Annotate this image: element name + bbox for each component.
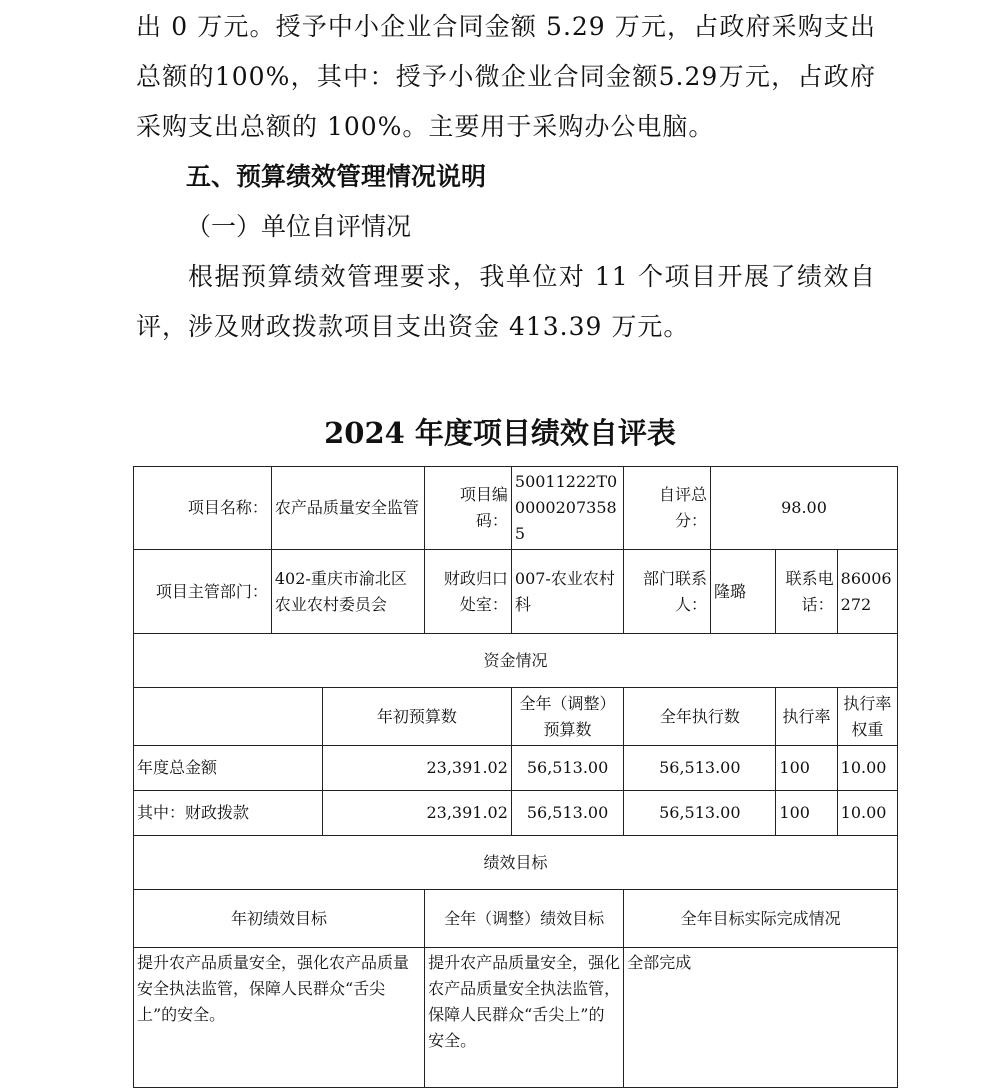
- cell-rate-fiscal: 100: [776, 791, 837, 836]
- cell-adjusted-total: 56,513.00: [511, 746, 623, 791]
- self-score-label: 自评总分：: [624, 467, 711, 550]
- initial-goal-text: 提升农产品质量安全，强化农产品质量安全执法监管，保障人民群众“舌尖上”的安全。: [134, 948, 425, 1088]
- adjusted-goal-text: 提升农产品质量安全，强化农产品质量安全执法监管，保障人民群众“舌尖上”的安全。: [425, 948, 624, 1088]
- dept-label: 项目主管部门：: [134, 550, 272, 634]
- cell-executed-total: 56,513.00: [624, 746, 776, 791]
- cell-weight-fiscal: 10.00: [837, 791, 897, 836]
- project-code-value: 50011222T000002073585: [511, 467, 623, 550]
- paragraph-procurement: 出 0 万元。授予中小企业合同金额 5.29 万元，占政府采购支出总额的100%，其中：授予小微企业合同金额5.29万元，占政府采购支出总额的 100%。主要用于采购办公电脑。: [136, 12, 876, 141]
- row-label-fiscal: 其中：财政拨款: [134, 791, 323, 836]
- section-heading-budget-performance: 五、预算绩效管理情况说明: [186, 162, 487, 191]
- contact-value: 隆璐: [711, 550, 776, 634]
- phone-value: 86006272: [837, 550, 897, 634]
- dept-value: 402-重庆市渝北区农业农村委员会: [271, 550, 424, 634]
- table-row: [134, 746, 898, 791]
- finance-label: 财政归口处室：: [425, 550, 512, 634]
- col-header-initial-budget: 年初预算数: [322, 688, 511, 746]
- self-score-value: 98.00: [711, 467, 898, 550]
- cell-executed-fiscal: 56,513.00: [624, 791, 776, 836]
- phone-label: 联系电话：: [776, 550, 837, 634]
- row-label-total: 年度总金额: [134, 746, 323, 791]
- project-name-label: 项目名称：: [134, 467, 272, 550]
- subsection-heading-self-evaluation: （一）单位自评情况: [186, 212, 412, 241]
- actual-completion-text: 全部完成: [624, 948, 898, 1088]
- cell-rate-total: 100: [776, 746, 837, 791]
- cell-initial-fiscal: 23,391.02: [322, 791, 511, 836]
- cell-initial-total: 23,391.02: [322, 746, 511, 791]
- col-header-adjusted-budget: 全年（调整）预算数: [511, 688, 623, 746]
- performance-evaluation-table: [133, 466, 898, 1088]
- col-header-adjusted-goal: 全年（调整）绩效目标: [425, 890, 624, 948]
- col-header-initial-goal: 年初绩效目标: [134, 890, 425, 948]
- col-header-weight: 执行率权重: [837, 688, 897, 746]
- col-header-executed: 全年执行数: [624, 688, 776, 746]
- col-header-rate: 执行率: [776, 688, 837, 746]
- performance-section-header: 绩效目标: [134, 836, 898, 890]
- cell-weight-total: 10.00: [837, 746, 897, 791]
- funds-corner-cell: [134, 688, 323, 746]
- project-name-value: 农产品质量安全监管: [271, 467, 424, 550]
- finance-value: 007-农业农村科: [511, 550, 623, 634]
- table-row: [134, 791, 898, 836]
- funds-section-header: 资金情况: [134, 634, 898, 688]
- cell-adjusted-fiscal: 56,513.00: [511, 791, 623, 836]
- col-header-actual-completion: 全年目标实际完成情况: [624, 890, 898, 948]
- contact-label: 部门联系人：: [624, 550, 711, 634]
- table-title: 2024 年度项目绩效自评表: [324, 416, 676, 450]
- project-code-label: 项目编码：: [425, 467, 512, 550]
- paragraph-self-evaluation: 根据预算绩效管理要求，我单位对 11 个项目开展了绩效自评，涉及财政拨款项目支出资金 413.39 万元。: [136, 262, 876, 341]
